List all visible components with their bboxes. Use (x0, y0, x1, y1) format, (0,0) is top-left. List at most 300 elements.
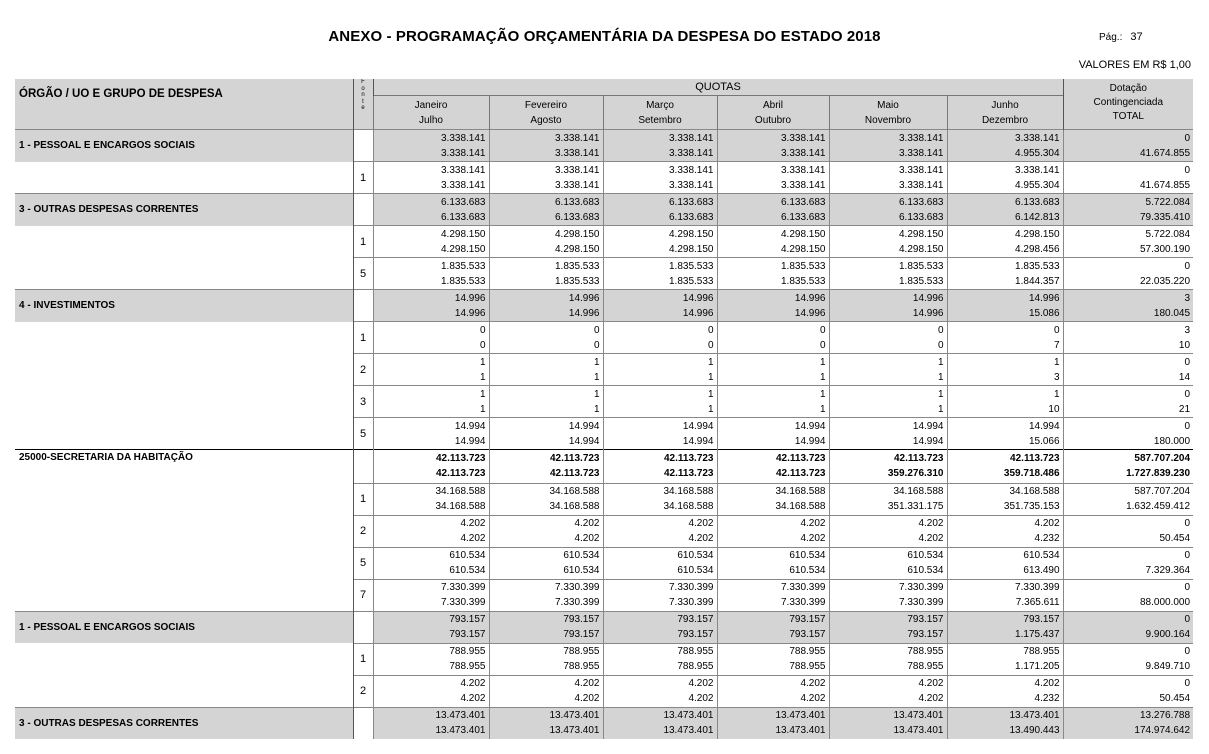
value-second-semester: 0 (707, 339, 714, 351)
value-first-semester: 1 (707, 356, 714, 368)
quota-cell (603, 483, 717, 515)
budget-table (15, 79, 1193, 739)
value-first-semester: 7.330.399 (781, 582, 826, 593)
value-first-semester: 1.835.533 (441, 260, 486, 272)
value-second-semester: 1.835.533 (555, 275, 600, 287)
value-first-semester: 1.835.533 (899, 260, 944, 272)
value-first-semester: 13.473.401 (1009, 710, 1060, 721)
quota-cell (717, 611, 829, 643)
value-first-semester: 14.994 (912, 420, 944, 432)
value-first-semester: 610.534 (907, 550, 944, 561)
value-first-semester: 13.473.401 (775, 710, 826, 721)
value-second-semester: 4.202 (688, 533, 714, 544)
quota-cell (603, 322, 717, 354)
quota-cell (489, 418, 603, 450)
quota-cell (489, 226, 603, 258)
value-second-semester: 4.955.304 (1015, 147, 1060, 159)
quota-cell (489, 611, 603, 643)
value-first-semester: 793.157 (449, 614, 486, 625)
value-second-semester: 79.335.410 (1139, 211, 1191, 223)
quota-cell (489, 290, 603, 322)
value-first-semester: 793.157 (563, 614, 600, 625)
value-second-semester: 21 (1178, 403, 1191, 415)
value-second-semester: 788.955 (563, 661, 600, 672)
value-second-semester: 15.066 (1028, 435, 1060, 447)
value-first-semester: 4.298.150 (899, 228, 944, 240)
month-header-label: Maio (877, 99, 899, 111)
value-second-semester: 13.490.443 (1009, 725, 1060, 736)
value-second-semester: 14.994 (912, 435, 944, 447)
value-first-semester: 0 (1184, 164, 1191, 176)
value-first-semester: 14.994 (1028, 420, 1060, 432)
value-first-semester: 793.157 (789, 614, 826, 625)
value-first-semester: 14.996 (1028, 292, 1060, 304)
total-cell (1063, 643, 1193, 675)
quota-cell (947, 130, 1063, 162)
quota-cell (947, 547, 1063, 579)
value-first-semester: 13.473.401 (663, 710, 714, 721)
value-second-semester: 180.000 (1153, 435, 1191, 447)
value-first-semester: 42.113.723 (550, 453, 600, 465)
value-second-semester: 4.298.150 (441, 243, 486, 255)
document-title: ANEXO - PROGRAMAÇÃO ORÇAMENTÁRIA DA DESPESA DO ESTADO 2018 (328, 28, 881, 45)
value-first-semester: 7.330.399 (669, 582, 714, 593)
quota-cell (829, 418, 947, 450)
total-cell (1063, 547, 1193, 579)
value-second-semester: 1.835.533 (669, 275, 714, 287)
table-row (15, 418, 1193, 450)
table-row (15, 258, 1193, 290)
value-first-semester: 3 (1184, 292, 1191, 304)
value-first-semester: 1 (1053, 388, 1060, 400)
quota-cell (603, 579, 717, 611)
value-second-semester: 42.113.723 (664, 468, 714, 480)
table-row (15, 579, 1193, 611)
total-cell (1063, 418, 1193, 450)
quota-cell (489, 354, 603, 386)
value-second-semester: 3.338.141 (555, 147, 600, 159)
value-second-semester: 351.735.153 (1003, 501, 1060, 512)
total-header-line-1: Dotação (1109, 83, 1147, 94)
value-first-semester: 0 (937, 324, 944, 336)
value-first-semester: 4.298.150 (781, 228, 826, 240)
quota-cell (829, 450, 947, 484)
value-second-semester: 14.996 (568, 307, 600, 319)
page-number: 37 (1130, 31, 1143, 43)
quota-cell (489, 130, 603, 162)
quota-cell (717, 354, 829, 386)
fonte-cell: 1 (353, 322, 373, 354)
total-cell (1063, 258, 1193, 290)
value-first-semester: 3.338.141 (669, 164, 714, 176)
value-second-semester: 14 (1178, 371, 1191, 383)
value-first-semester: 7.330.399 (1015, 582, 1060, 593)
quota-cell (373, 194, 489, 226)
quota-cell (489, 450, 603, 484)
value-first-semester: 1 (707, 388, 714, 400)
value-first-semester: 788.955 (907, 646, 944, 657)
table-row (15, 675, 1193, 707)
value-second-semester: 14.994 (682, 435, 714, 447)
value-second-semester: 1 (819, 371, 826, 383)
month-header (373, 96, 489, 130)
value-first-semester: 6.133.683 (899, 196, 944, 208)
value-second-semester: 4.202 (574, 693, 600, 704)
value-second-semester: 3.338.141 (441, 147, 486, 159)
month-header-label: Agosto (530, 114, 562, 126)
quota-cell (717, 322, 829, 354)
fonte-cell: 1 (353, 162, 373, 194)
quota-cell (829, 515, 947, 547)
value-second-semester: 42.113.723 (776, 468, 826, 480)
month-header-label: Fevereiro (524, 99, 568, 111)
value-first-semester: 1.835.533 (781, 260, 826, 272)
value-second-semester: 6.142.813 (1015, 211, 1060, 223)
value-second-semester: 34.168.588 (549, 501, 600, 512)
value-second-semester: 788.955 (789, 661, 826, 672)
value-second-semester: 7 (1053, 339, 1060, 351)
table-body (15, 130, 1193, 739)
value-first-semester: 1 (479, 356, 486, 368)
value-second-semester: 793.157 (789, 629, 826, 640)
value-first-semester: 13.473.401 (893, 710, 944, 721)
value-second-semester: 3 (1053, 371, 1060, 383)
quota-cell (373, 386, 489, 418)
value-first-semester: 3.338.141 (555, 132, 600, 144)
value-second-semester: 0 (593, 339, 600, 351)
quota-cell (603, 130, 717, 162)
value-second-semester: 7.330.399 (899, 597, 944, 608)
value-second-semester: 4.202 (918, 533, 944, 544)
row-label: 3 - OUTRAS DESPESAS CORRENTES (15, 194, 353, 226)
row-label (15, 643, 353, 675)
value-first-semester: 42.113.723 (776, 453, 826, 465)
value-first-semester: 0 (1184, 678, 1191, 689)
page-indicator (1099, 31, 1143, 43)
quota-cell (603, 290, 717, 322)
page-label: Pág.: (1099, 32, 1123, 43)
quota-cell (603, 707, 717, 739)
month-header-label: Março (646, 99, 674, 111)
quota-cell (373, 483, 489, 515)
value-second-semester: 1.171.205 (1015, 661, 1060, 672)
total-cell (1063, 194, 1193, 226)
quota-cell (373, 547, 489, 579)
value-second-semester: 7.365.611 (1015, 597, 1060, 608)
value-second-semester: 13.473.401 (663, 725, 714, 736)
value-second-semester: 6.133.683 (555, 211, 600, 223)
value-second-semester: 788.955 (677, 661, 714, 672)
quota-cell (373, 130, 489, 162)
value-second-semester: 6.133.683 (781, 211, 826, 223)
total-cell (1063, 290, 1193, 322)
value-first-semester: 4.298.150 (669, 228, 714, 240)
total-cell (1063, 707, 1193, 739)
value-first-semester: 14.994 (682, 420, 714, 432)
value-second-semester: 57.300.190 (1139, 243, 1191, 255)
total-cell (1063, 322, 1193, 354)
value-first-semester: 5.722.084 (1145, 228, 1191, 240)
value-first-semester: 3.338.141 (555, 164, 600, 176)
total-cell (1063, 162, 1193, 194)
value-first-semester: 0 (1184, 614, 1191, 625)
table-row (15, 130, 1193, 162)
value-first-semester: 4.202 (1034, 518, 1060, 529)
value-first-semester: 0 (1184, 420, 1191, 432)
value-first-semester: 1.835.533 (555, 260, 600, 272)
value-second-semester: 50.454 (1159, 693, 1191, 704)
quota-cell (717, 707, 829, 739)
month-header (829, 96, 947, 130)
quota-cell (717, 579, 829, 611)
value-first-semester: 1 (937, 356, 944, 368)
value-first-semester: 610.534 (449, 550, 486, 561)
month-header-label: Outubro (754, 114, 792, 126)
value-first-semester: 1 (593, 356, 600, 368)
fonte-cell: 1 (353, 226, 373, 258)
quota-cell (717, 643, 829, 675)
value-first-semester: 6.133.683 (781, 196, 826, 208)
total-cell (1063, 675, 1193, 707)
quota-cell (373, 643, 489, 675)
total-cell (1063, 515, 1193, 547)
value-second-semester: 4.202 (918, 693, 944, 704)
value-second-semester: 50.454 (1159, 533, 1191, 544)
quota-cell (373, 226, 489, 258)
value-first-semester: 1.835.533 (669, 260, 714, 272)
row-label (15, 162, 353, 194)
fonte-cell: 3 (353, 386, 373, 418)
value-first-semester: 587.707.204 (1134, 453, 1191, 465)
quota-cell (947, 579, 1063, 611)
quota-cell (717, 130, 829, 162)
total-cell (1063, 483, 1193, 515)
fonte-cell: 5 (353, 258, 373, 290)
quota-cell (829, 643, 947, 675)
row-label: 1 - PESSOAL E ENCARGOS SOCIAIS (15, 611, 353, 643)
value-first-semester: 587.707.204 (1134, 486, 1191, 497)
row-label (15, 547, 353, 579)
value-first-semester: 0 (1184, 388, 1191, 400)
value-first-semester: 1.835.533 (1015, 260, 1060, 272)
value-second-semester: 4.202 (460, 693, 486, 704)
quota-cell (489, 483, 603, 515)
value-first-semester: 3.338.141 (781, 132, 826, 144)
value-first-semester: 1 (819, 356, 826, 368)
quota-cell (489, 258, 603, 290)
value-first-semester: 4.202 (460, 518, 486, 529)
fonte-header-letter: n (361, 92, 365, 98)
fonte-cell: 1 (353, 643, 373, 675)
value-second-semester: 1.835.533 (899, 275, 944, 287)
quota-cell (489, 643, 603, 675)
value-first-semester: 1 (1053, 356, 1060, 368)
quota-cell (829, 483, 947, 515)
value-first-semester: 6.133.683 (1015, 196, 1060, 208)
value-first-semester: 3.338.141 (899, 164, 944, 176)
value-first-semester: 13.473.401 (549, 710, 600, 721)
quota-cell (717, 258, 829, 290)
value-second-semester: 1 (479, 403, 486, 415)
value-first-semester: 0 (819, 324, 826, 336)
row-label (15, 579, 353, 611)
value-first-semester: 7.330.399 (899, 582, 944, 593)
fonte-cell: 2 (353, 675, 373, 707)
table-row (15, 547, 1193, 579)
value-second-semester: 1 (937, 371, 944, 383)
value-first-semester: 788.955 (677, 646, 714, 657)
fonte-cell: 5 (353, 547, 373, 579)
value-first-semester: 0 (1184, 582, 1191, 593)
table-row (15, 194, 1193, 226)
value-first-semester: 4.202 (800, 678, 826, 689)
quota-cell (373, 322, 489, 354)
table-row (15, 386, 1193, 418)
total-header-line-2: Contingenciada (1093, 97, 1164, 108)
value-first-semester: 610.534 (1023, 550, 1060, 561)
value-second-semester: 42.113.723 (550, 468, 600, 480)
value-first-semester: 0 (1184, 356, 1191, 368)
quota-cell (373, 611, 489, 643)
quota-cell (947, 258, 1063, 290)
value-second-semester: 6.133.683 (669, 211, 714, 223)
quota-cell (947, 162, 1063, 194)
row-label (15, 675, 353, 707)
quota-cell (603, 643, 717, 675)
row-label: 1 - PESSOAL E ENCARGOS SOCIAIS (15, 130, 353, 162)
value-second-semester: 359.718.486 (1003, 468, 1060, 480)
quota-cell (373, 354, 489, 386)
month-header (489, 96, 603, 130)
value-second-semester: 4.202 (460, 533, 486, 544)
row-label (15, 483, 353, 515)
total-cell (1063, 386, 1193, 418)
value-second-semester: 788.955 (907, 661, 944, 672)
value-first-semester: 793.157 (677, 614, 714, 625)
quota-cell (603, 354, 717, 386)
quota-cell (603, 162, 717, 194)
value-second-semester: 0 (479, 339, 486, 351)
value-second-semester: 613.490 (1023, 565, 1060, 576)
value-first-semester: 34.168.588 (1009, 486, 1060, 497)
value-second-semester: 610.534 (563, 565, 600, 576)
value-second-semester: 4.955.304 (1015, 179, 1060, 191)
quota-cell (373, 162, 489, 194)
value-second-semester: 1 (707, 371, 714, 383)
value-first-semester: 14.994 (454, 420, 486, 432)
quota-cell (717, 515, 829, 547)
value-first-semester: 3.338.141 (441, 132, 486, 144)
value-first-semester: 788.955 (789, 646, 826, 657)
value-first-semester: 14.996 (794, 292, 826, 304)
value-second-semester: 7.330.399 (781, 597, 826, 608)
value-first-semester: 0 (1184, 132, 1191, 144)
table-row (15, 707, 1193, 739)
value-first-semester: 4.202 (574, 678, 600, 689)
table-row (15, 354, 1193, 386)
quota-cell (603, 386, 717, 418)
value-second-semester: 34.168.588 (435, 501, 486, 512)
value-second-semester: 1.835.533 (441, 275, 486, 287)
total-cell (1063, 579, 1193, 611)
value-second-semester: 14.994 (794, 435, 826, 447)
value-second-semester: 610.534 (677, 565, 714, 576)
value-second-semester: 15.086 (1028, 307, 1060, 319)
table-row (15, 515, 1193, 547)
quota-cell (829, 611, 947, 643)
quota-cell (947, 483, 1063, 515)
value-second-semester: 7.329.364 (1145, 565, 1191, 576)
quota-cell (717, 226, 829, 258)
value-first-semester: 610.534 (789, 550, 826, 561)
quota-cell (947, 226, 1063, 258)
fonte-header-letter: F (361, 79, 365, 85)
value-second-semester: 359.276.310 (887, 468, 944, 480)
value-first-semester: 14.996 (682, 292, 714, 304)
quota-cell (373, 258, 489, 290)
quota-cell (829, 547, 947, 579)
value-second-semester: 4.298.456 (1015, 243, 1060, 255)
quota-cell (489, 386, 603, 418)
value-second-semester: 1 (819, 403, 826, 415)
fonte-cell (353, 450, 373, 484)
month-header-label: Setembro (638, 114, 682, 126)
value-first-semester: 0 (707, 324, 714, 336)
value-second-semester: 3.338.141 (555, 179, 600, 191)
value-second-semester: 610.534 (449, 565, 486, 576)
month-header-label: Dezembro (981, 114, 1029, 126)
row-label (15, 226, 353, 258)
value-second-semester: 1.175.437 (1015, 629, 1060, 640)
value-second-semester: 3.338.141 (781, 147, 826, 159)
value-second-semester: 0 (937, 339, 944, 351)
month-header-label: Junho (991, 99, 1019, 111)
month-header (947, 96, 1063, 130)
quota-cell (717, 483, 829, 515)
quota-cell (489, 194, 603, 226)
quota-cell (603, 226, 717, 258)
quota-cell (489, 547, 603, 579)
row-label (15, 386, 353, 418)
value-second-semester: 7.330.399 (441, 597, 486, 608)
value-second-semester: 351.331.175 (887, 501, 944, 512)
value-first-semester: 4.202 (574, 518, 600, 529)
value-first-semester: 4.202 (1034, 678, 1060, 689)
value-first-semester: 788.955 (1023, 646, 1060, 657)
value-second-semester: 0 (819, 339, 826, 351)
value-second-semester: 3.338.141 (899, 179, 944, 191)
value-first-semester: 0 (479, 324, 486, 336)
value-second-semester: 4.298.150 (555, 243, 600, 255)
value-first-semester: 7.330.399 (441, 582, 486, 593)
value-first-semester: 42.113.723 (436, 453, 486, 465)
value-first-semester: 4.298.150 (555, 228, 600, 240)
value-second-semester: 1 (479, 371, 486, 383)
value-first-semester: 4.202 (688, 518, 714, 529)
quota-cell (717, 194, 829, 226)
month-header-label: Janeiro (414, 99, 448, 111)
total-cell (1063, 130, 1193, 162)
total-header-line-3: TOTAL (1112, 111, 1144, 122)
quota-cell (603, 515, 717, 547)
value-first-semester: 14.994 (568, 420, 600, 432)
value-second-semester: 13.473.401 (549, 725, 600, 736)
value-second-semester: 9.900.164 (1145, 629, 1191, 640)
row-label (15, 354, 353, 386)
total-cell (1063, 354, 1193, 386)
quota-cell (489, 675, 603, 707)
value-first-semester: 34.168.588 (663, 486, 714, 497)
